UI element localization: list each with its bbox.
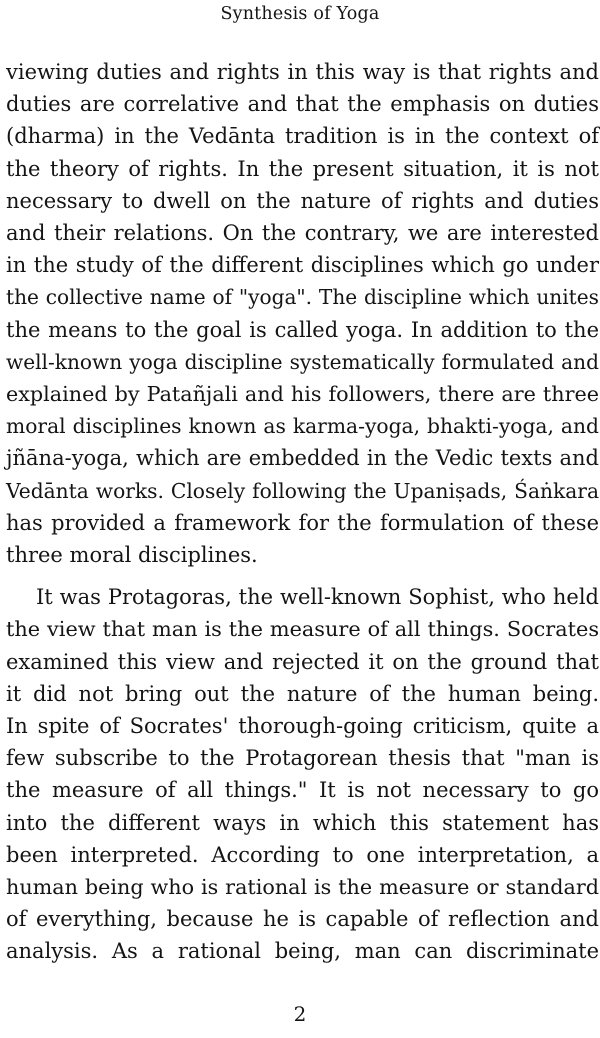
text-line: the view that man is the measure of all things. Socrates <box>6 617 599 642</box>
text-line: viewing duties and rights in this way is that rights and <box>6 60 599 84</box>
text-line: of everything, because he is capable of reflection and <box>6 907 599 932</box>
text-line: In spite of Socrates' thorough-going criticism, quite a <box>6 714 599 739</box>
text-line: been interpreted. According to one interpretation, a <box>6 842 599 867</box>
paragraph <box>6 56 599 571</box>
text-line: has provided a framework for the formulation of these <box>6 510 599 535</box>
text-line: explained by Patañjali and his followers, there are three <box>6 382 599 407</box>
text-line: duties are correlative and that the emphasis on duties <box>6 92 599 117</box>
text-line: well-known yoga discipline systematically formulated and <box>6 349 599 374</box>
text-line: few subscribe to the Protagorean thesis that "man is <box>6 746 599 771</box>
text-line: necessary to dwell on the nature of rights and duties <box>6 188 599 213</box>
text-line: analysis. As a rational being, man can discriminate <box>6 939 599 964</box>
text-line: the collective name of "yoga". The discipline which unites <box>6 285 599 310</box>
text-line: into the different ways in which this statement has <box>6 810 599 835</box>
body-text <box>6 56 599 968</box>
paragraph <box>6 581 599 967</box>
text-line: in the study of the different disciplines which go under <box>6 253 599 278</box>
text-line: moral disciplines known as karma-yoga, bhakti-yoga, and <box>6 414 599 439</box>
text-line: human being who is rational is the measure or standard <box>6 875 599 900</box>
text-line: and their relations. On the contrary, we are interested <box>6 221 599 246</box>
text-line: the means to the goal is called yoga. In addition to the <box>6 317 599 342</box>
text-line: It was Protagoras, the well-known Sophist, who held <box>36 585 599 610</box>
text-line: jñāna-yoga, which are embedded in the Vedic texts and <box>6 446 599 471</box>
paragraph-spacer <box>6 571 599 581</box>
text-line: the theory of rights. In the present situation, it is not <box>6 156 599 181</box>
page-number: 2 <box>293 1002 307 1026</box>
text-line: it did not bring out the nature of the human being. <box>6 681 599 706</box>
text-line: Vedānta works. Closely following the Upaniṣads, Śaṅkara <box>6 478 599 503</box>
running-head-title: Synthesis of Yoga <box>220 4 380 24</box>
text-line: three moral disciplines. <box>6 543 258 568</box>
text-line: examined this view and rejected it on the ground that <box>6 649 599 674</box>
text-line: the measure of all things." It is not necessary to go <box>6 778 599 803</box>
text-line: (dharma) in the Vedānta tradition is in the context of <box>6 124 599 149</box>
